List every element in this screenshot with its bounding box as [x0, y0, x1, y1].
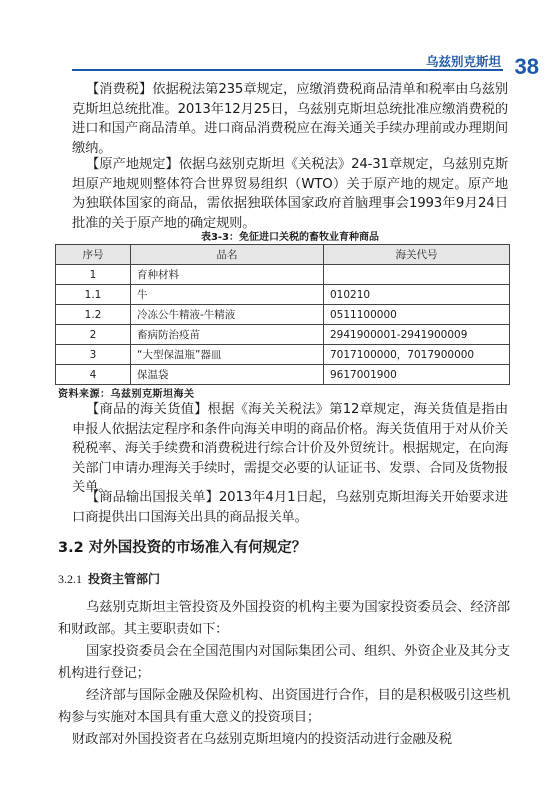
cell-customs-code: 9617001900	[324, 365, 510, 385]
subsection-heading	[58, 570, 160, 587]
cell-index: 1	[56, 265, 131, 285]
cell-index: 2	[56, 325, 131, 345]
cell-product: 畜病防治疫苗	[131, 325, 324, 345]
paragraph-authorities-intro: 乌兹别克斯坦主管投资及外国投资的机构主要为国家投资委员会、经济部和财政部。其主要职责如下：	[58, 600, 510, 637]
table-header-row	[56, 245, 510, 265]
paragraph-ministry-economy: 经济部与国际金融及保险机构、出资国进行合作，目的是积极吸引这些机构参与实施对本国具有重大意义的投资项目；	[58, 688, 510, 725]
subsection-title: 投资主管部门	[88, 572, 161, 586]
cell-customs-code: 0511100000	[324, 305, 510, 325]
cell-product: “大型保温瓶”器皿	[131, 345, 324, 365]
cell-index: 4	[56, 365, 131, 385]
cell-index: 3	[56, 345, 131, 365]
running-header-title: 乌兹别克斯坦	[425, 54, 501, 69]
header-index: 序号	[56, 245, 131, 265]
header-customs-code: 海关代号	[324, 245, 510, 265]
cell-index: 1.1	[56, 285, 131, 305]
table-row	[56, 265, 510, 285]
paragraph-origin-rules: 【原产地规定】依据乌兹别克斯坦《关税法》24-31章规定，乌兹别克斯坦原产地规则整体符合世界贸易组织（WTO）关于原产地的规定。原产地为独联体国家的商品，需依据独联体国家政府首脑理事会1993年9月24日批准的关于原产地的确定规则。	[72, 157, 508, 231]
cell-index: 1.2	[56, 305, 131, 325]
page-number: 38	[514, 54, 539, 79]
cell-product: 育种材料	[131, 265, 324, 285]
cell-customs-code: 010210	[324, 285, 510, 305]
paragraph-customs-value: 【商品的海关货值】根据《海关关税法》第12章规定，海关货值是指由申报人依据法定程序和条件向海关申明的商品价格。海关货值用于对从价关税税率、海关手续费和消费税进行综合计价及外贸统计。根据规定，在向海关部门申请办理海关手续时，需提交必要的认证证书、发票、合同及货物报关单。	[72, 402, 508, 495]
table-row	[56, 285, 510, 305]
header-product: 品名	[131, 245, 324, 265]
cell-product: 冷冻公牛精液-牛精液	[131, 305, 324, 325]
subsection-number: 3.2.1	[58, 572, 82, 586]
table-row	[56, 345, 510, 365]
paragraph-investment-committee: 国家投资委员会在全国范围内对国际集团公司、组织、外资企业及其分支机构进行登记；	[58, 644, 510, 681]
header-rule	[72, 69, 503, 71]
section-heading: 3.2 对外国投资的市场准入有何规定？	[58, 540, 307, 556]
paragraph-consumption-tax: 【消费税】依据税法第235章规定，应缴消费税商品清单和税率由乌兹别克斯坦总统批准。2013年12月25日，乌兹别克斯坦总统批准应缴消费税的进口和国产商品清单。进口商品消费税应在海关通关手续办理前或办理期间缴纳。	[72, 82, 508, 156]
table-row	[56, 365, 510, 385]
paragraph-export-declaration: 【商品输出国报关单】2013年4月1日起，乌兹别克斯坦海关开始要求进口商提供出口国海关出具的商品报关单。	[72, 490, 508, 525]
table-row	[56, 305, 510, 325]
cell-product: 保温袋	[131, 365, 324, 385]
table-row	[56, 325, 510, 345]
cell-customs-code: 2941900001-2941900009	[324, 325, 510, 345]
cell-customs-code	[324, 265, 510, 285]
duty-free-table	[55, 244, 510, 385]
table-source-note: 资料来源：乌兹别克斯坦海关	[58, 389, 195, 400]
paragraph-ministry-finance: 财政部对外国投资者在乌兹别克斯坦境内的投资活动进行金融及税	[72, 732, 452, 747]
table-caption: 表3-3：免征进口关税的畜牧业育种商品	[200, 232, 380, 243]
cell-customs-code: 7017100000，7017900000	[324, 345, 510, 365]
cell-product: 牛	[131, 285, 324, 305]
